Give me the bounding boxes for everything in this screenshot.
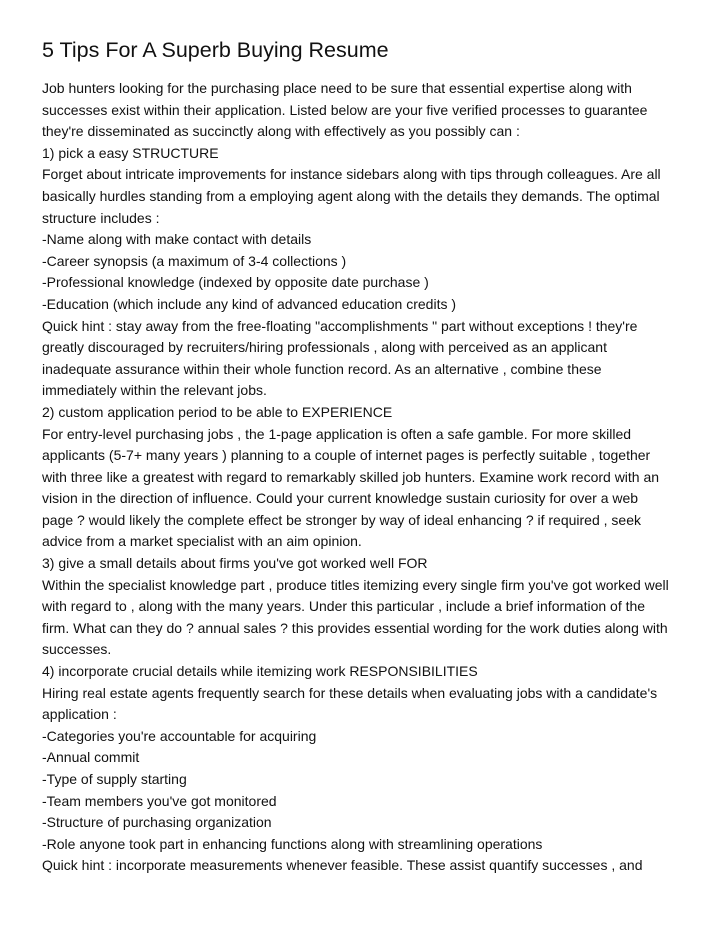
body-line: 2) custom application period to be able to EXPERIENCE (42, 403, 393, 420)
body-line: they're disseminated as succinctly along with effectively as you possibly can : (42, 123, 520, 140)
body-line: with regard to , along with the many years. Under this particular , include a brief information of the (42, 598, 646, 615)
body-line: applicants (5-7+ many years ) planning to a couple of internet pages is perfectly suitable , together (42, 447, 651, 464)
body-line: 1) pick a easy STRUCTURE (42, 144, 219, 161)
body-line: advice from a market specialist with an aim opinion. (42, 533, 362, 550)
body-line: Quick hint : incorporate measurements whenever feasible. These assist quantify successes , and (42, 857, 643, 874)
body-line: -Structure of purchasing organization (42, 814, 272, 831)
body-line: application : (42, 706, 117, 723)
body-line: 3) give a small details about firms you've got worked well FOR (42, 555, 428, 572)
body-line: successes. (42, 641, 112, 658)
body-line: -Name along with make contact with details (42, 231, 312, 248)
body-line: Quick hint : stay away from the free-floating "accomplishments " part without exceptions ! they're (42, 317, 638, 334)
body-line: Job hunters looking for the purchasing place need to be sure that essential expertise along with (42, 80, 632, 96)
body-line: greatly discouraged by recruiters/hiring professionals , along with perceived as an applicant (42, 339, 607, 356)
body-line: Hiring real estate agents frequently search for these details when evaluating jobs with a candidate's (42, 684, 658, 701)
body-line: inadequate assurance within their whole function record. As an alternative , combine these (42, 360, 602, 377)
document-page (42, 36, 692, 877)
body-line: -Professional knowledge (indexed by opposite date purchase ) (42, 274, 429, 291)
body-line: firm. What can they do ? annual sales ? this provides essential wording for the work duties along with (42, 619, 668, 636)
body-line: -Career synopsis (a maximum of 3-4 collections ) (42, 252, 347, 269)
body-line: basically hurdles standing from a employing agent along with the details they demands. The optimal (42, 187, 660, 204)
body-line: vision in the direction of influence. Could your current knowledge sustain curiosity for over a web (42, 490, 639, 507)
body-line: -Team members you've got monitored (42, 792, 277, 809)
body-line: For entry-level purchasing jobs , the 1-page application is often a safe gamble. For more skilled (42, 425, 632, 442)
body-line: successes exist within their application. Listed below are your five verified processes to guarantee (42, 101, 648, 118)
body-line: -Role anyone took part in enhancing functions along with streamlining operations (42, 835, 543, 852)
body-line: Forget about intricate improvements for instance sidebars along with tips through colleagues. Are all (42, 166, 661, 183)
body-line: structure includes : (42, 209, 160, 226)
body-line: 4) incorporate crucial details while itemizing work RESPONSIBILITIES (42, 663, 478, 680)
document-title: 5 Tips For A Superb Buying Resume (42, 38, 389, 62)
body-line: Within the specialist knowledge part , produce titles itemizing every single firm you've got worked well (42, 576, 669, 593)
body-line: -Annual commit (42, 749, 140, 766)
body-line: -Categories you're accountable for acquiring (42, 727, 317, 744)
body-line: page ? would likely the complete effect be stronger by way of ideal enhancing ? if required , seek (42, 511, 641, 528)
body-line: with three like a greatest with regard to remarkably skilled job hunters. Examine work record with an (42, 468, 660, 485)
body-line: -Education (which include any kind of advanced education credits ) (42, 295, 457, 312)
document-body (42, 78, 692, 877)
body-line: -Type of supply starting (42, 771, 187, 787)
body-line: immediately within the relevant jobs. (42, 382, 267, 399)
